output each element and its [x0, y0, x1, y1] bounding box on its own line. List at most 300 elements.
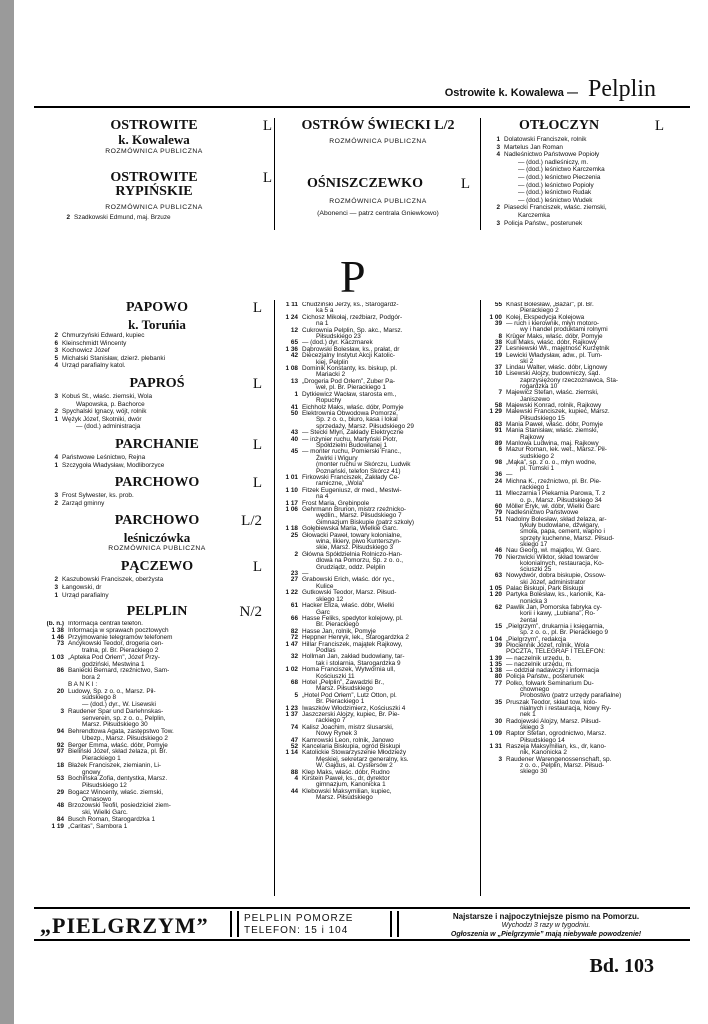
list-item [484, 204, 664, 212]
entry-text: „Pielgrzym”, drukarnia i księgarnia, [506, 622, 605, 630]
entry-text: sprzęty kuchenne, Marsz. Piłsud- [520, 534, 615, 542]
phone-number: 3 [54, 347, 58, 355]
entry-text: gnowy [82, 768, 101, 776]
middle-column [276, 302, 478, 902]
entry-text: — [506, 471, 513, 479]
entry-text: — naczelnik urzędu, m. [506, 660, 573, 668]
place-note: (Abonenci — patrz centrala Gniewkowo) [317, 210, 439, 217]
entry-text: B A N K I : [68, 680, 98, 688]
phone-number: 20 [56, 687, 64, 695]
phone-number: 1 35 [489, 660, 502, 668]
entry-text: — inżynier ruchu, Martyński Piotr, [302, 435, 398, 443]
entry-text: wy i handel produktami rolnymi [520, 326, 608, 334]
entry-text: Marsz. Piłsudskiego [316, 794, 373, 802]
entry-text: Nadleśnictwo Państwowe [506, 509, 579, 517]
phone-number: 1 31 [489, 742, 502, 750]
class-letter: L [252, 437, 262, 453]
phone-number: 35 [494, 698, 502, 706]
top-column-1 [54, 118, 272, 238]
list-item [42, 454, 270, 462]
place-subname: k. Kowalewa [118, 132, 190, 147]
entry-text: Lesniewski Wł., majętność Kurzętnik [506, 345, 610, 353]
phone-number: 44 [290, 787, 298, 795]
phone-number: 3 [60, 707, 64, 715]
entry-text: korii i kawy, „Lubiana”, Ro- [520, 610, 596, 618]
phone-number: 1 36 [285, 345, 298, 353]
entry-text: (monter ruchu w Skórczu, Ludwik [316, 461, 411, 469]
phone-number: (b. n.) [46, 621, 64, 628]
entry-text: Piłsudskiego 15 [520, 414, 565, 422]
class-letter: L [654, 118, 664, 134]
list-item [484, 220, 664, 228]
phone-number: 1 [54, 591, 58, 599]
phone-number: 1 20 [489, 591, 502, 599]
entry-text: Wapowska, p. Bachorce [76, 400, 145, 408]
phone-number: 15 [494, 622, 502, 630]
entry-text: tykuły budowlane, dźwigary, [520, 521, 600, 529]
entry-text: Behrendtowa Agata, zastępstwo Tow. [68, 728, 174, 736]
phone-number: 39 [494, 641, 502, 649]
entry-text: Grabowski Erich, właśc. dór ryc., [302, 576, 395, 584]
ad-slogan-line: Najstarsze i najpoczytniejsze pismo na Pomorzu. [452, 912, 640, 921]
list-item [484, 136, 664, 144]
column-rule [274, 300, 275, 896]
entry-text: Sp. z o. o., biuro, kasa i lokal [316, 416, 398, 424]
class-letter: L [252, 475, 262, 492]
entry-text: Klebowski Maksymilian, kupiec, [302, 787, 392, 795]
phone-number: 45 [290, 448, 298, 456]
list-item [42, 340, 270, 348]
list-item [42, 347, 270, 355]
phone-number: 92 [56, 741, 64, 749]
entry-text: Elektrownia Obwodowa Pomorze, [302, 409, 398, 417]
phone-number: 55 [494, 302, 502, 308]
entry-text: Raptor Stefan, ogrodnictwo, Marsz. [506, 730, 607, 738]
entry-text: Eichholz Maks, właśc. dóbr, Pomyje [302, 403, 404, 411]
entry-text: Nowydwór, dobra biskupie, Ossow- [506, 572, 606, 580]
list-item [42, 462, 270, 470]
place-name: OŚNISZCZEWKO [307, 176, 423, 191]
header-places: Ostrowite k. Kowalewa — [444, 87, 578, 99]
entry-text: Raszeja Maksymilian, ks., dr, kano- [506, 742, 607, 750]
ad-divider [390, 911, 399, 937]
entry-text: Lisewski Alojzy, budowniczy, sąd. [506, 370, 601, 378]
directory-page [14, 0, 708, 1024]
entry-text: Cukrownia Pelplin, Sp. akc., Marsz. [302, 326, 403, 334]
class-letter: N/2 [239, 604, 262, 621]
phone-number: 1 39 [489, 654, 502, 662]
entry-text: nik, Kanonicka 2 [520, 749, 567, 757]
entry-text: Kirstein Paweł, ks., dr, dyrektor [302, 775, 390, 783]
list-item [484, 151, 664, 159]
entry-text: Mania Paweł, właśc. dóbr, Pomyje [506, 420, 603, 428]
entry-text: Nadleśnictwo Państwowe Popioły [504, 151, 600, 159]
phone-number: 89 [494, 439, 502, 447]
phone-number: 19 [494, 351, 502, 359]
place-name: PAPOWO [126, 300, 188, 315]
entry-text: skiego 12 [316, 595, 344, 603]
list-item [484, 144, 664, 152]
entry-text: Kull Maks, właśc. dóbr, Rajkowy [506, 338, 597, 346]
phone-number: 86 [56, 667, 64, 675]
entry-text: Nowy Rynek 3 [316, 730, 358, 738]
ad-slogan [402, 912, 690, 939]
entry-text: Dąbrowski Bolesław, ks., prałat, dr [302, 345, 400, 353]
entry-text: Ropuchy [316, 397, 342, 405]
entry-text: Gołębiewska Maria, Wielkie Garc. [302, 525, 398, 533]
phone-number: 53 [56, 775, 64, 783]
entry-text: Berger Emma, właśc. dóbr, Pomyje [68, 741, 168, 749]
entry-text: — ruch i kierownik, młyn motoro- [506, 319, 600, 327]
list-item [484, 189, 664, 197]
place-name: OSTROWITE [110, 170, 198, 185]
ad-brand: „PIELGRZYM” [40, 913, 209, 938]
entry-text: Radojewski Alojzy, Marsz. Piłsud- [506, 717, 601, 725]
entry-text: tralna, pl. Br. Pierackiego 2 [82, 647, 159, 655]
phone-number: 48 [56, 802, 64, 810]
phone-number: 5 [54, 354, 58, 362]
phone-number: 79 [494, 509, 502, 517]
ad-slogan-line: Ogłoszenia w „Pielgrzymie” mają niebywałe powodzenie! [450, 931, 642, 938]
phone-number: 1 08 [285, 365, 298, 373]
phone-number: 4 [496, 151, 500, 159]
entry-text: rackiego 7 [316, 717, 346, 725]
entry-text: godziński, Mestwina 1 [82, 660, 145, 668]
entry-text: Piłsudskiego 23 [316, 333, 361, 341]
entry-text: Państwowe Leśnictwo, Rejna [62, 454, 146, 461]
entry-text: Płociennik Józef, rolnik, Wola [506, 641, 589, 649]
phone-number: 11 [495, 490, 502, 498]
phone-number: 30 [494, 717, 502, 725]
phone-number: 38 [494, 338, 502, 346]
page-number: Bd. 103 [589, 955, 654, 977]
right-column [480, 302, 676, 902]
entry-text: — (dod.) nadleśniczy, m. [518, 158, 589, 166]
list-item [42, 332, 270, 340]
phone-number: 25 [290, 531, 298, 539]
list-item [484, 197, 664, 205]
entry-text: Mariacki 2 [316, 371, 346, 379]
phone-number: 3 [54, 492, 58, 500]
phone-number: 1 [54, 415, 58, 423]
list-item [484, 182, 664, 190]
entry-text: Diecezjalny Instytut Akcji Katolic- [302, 352, 396, 360]
entry-text: Pierackiego 1 [82, 755, 121, 763]
entry-text: sudskiego 8 [82, 694, 117, 702]
place-name: PAPROŚ [129, 376, 185, 391]
entry-text: Kaszubowski Franciszek, oberżysta [62, 576, 164, 584]
entry-text: Heppner Henryk, lek., Starogardzka 2 [302, 634, 409, 642]
ad-divider [230, 911, 239, 937]
entry-text: Szadkowski Edmund, maj. Brzuze [74, 214, 171, 221]
phone-number: 42 [290, 352, 298, 360]
entry-text: Lindau Walter, właśc. dóbr, Lignowy [506, 364, 608, 372]
entry-text: Żwirki i Wigury [316, 454, 358, 462]
entry-text: Fitzek Eugeniusz, dr med., Mestwi- [302, 486, 402, 494]
phone-number: 2 [294, 550, 298, 558]
phone-number: 3 [54, 583, 58, 591]
phone-number: 41 [290, 403, 298, 411]
entry-text: Podlas [316, 646, 336, 654]
scan-edge-left [0, 0, 14, 1024]
phone-number: 80 [494, 673, 502, 681]
entry-text: Zarząd gminny [62, 499, 105, 507]
entry-text: Błażek Franciszek, ziemianin, Li- [68, 761, 162, 769]
entry-text: ski, Wielki Garc. [82, 809, 128, 817]
ad-contact [244, 913, 353, 937]
phone-number: 97 [56, 748, 64, 756]
entry-text: Grudziądz, oddz. Pelplin [316, 563, 386, 571]
entry-text: Mazur Roman, lek. wet., Marsz. Pił- [506, 446, 607, 454]
phone-number: 6 [498, 446, 502, 454]
phone-number: 1 00 [489, 313, 502, 321]
entry-text: sudskiego 2 [520, 452, 555, 460]
entry-text: W. Gajdus, al. Cystersów 2 [316, 762, 393, 770]
phone-number: 1 10 [285, 486, 298, 494]
phone-number: 43 [290, 429, 298, 437]
phone-number: 3 [496, 219, 500, 227]
list-item [42, 401, 270, 409]
entry-text: Nierzwicki Wiktor, skład towarów [506, 553, 599, 561]
entry-text: Krüger Maks, właśc. dóbr, Pomyje [506, 332, 603, 340]
phone-number: 66 [290, 614, 298, 622]
phone-number: 6 [54, 339, 58, 347]
class-letter: L [262, 118, 272, 134]
entry-text: skie, Marsz. Piłsudskiego 3 [316, 544, 394, 552]
list-item [42, 355, 270, 363]
entry-text: Pierackiego 2 [520, 307, 559, 315]
entry-text: Kolej, Ekspedycja Kolejowa [506, 313, 585, 321]
entry-text: Hasse Feliks, spedytor kolejowy, pl. [302, 614, 403, 622]
phone-number: 1 22 [285, 589, 298, 597]
class-letter: L [460, 176, 470, 192]
phone-number: 2 [54, 499, 58, 507]
entry-text: — (dod.) dyr., W. Lisewski [82, 701, 156, 709]
entry-text: weł, pl. Br. Pierackiego 1 [316, 384, 386, 392]
phone-number: 3 [496, 143, 500, 151]
place-note: ROZMÓWNICA PUBLICZNA [105, 148, 203, 155]
phone-number: 18 [56, 761, 64, 769]
header-rule [34, 106, 690, 108]
phone-number: 2 [54, 332, 58, 339]
phone-number: 3 [498, 755, 502, 763]
entry-text: Michna K., rzeźnictwo, pl. Br. Pie- [506, 477, 602, 485]
entry-text: Br. Pierackiego 1 [316, 698, 365, 706]
phone-number: 1 23 [285, 704, 298, 712]
entry-text: Pruszak Teodor, skład tow. kolo- [506, 698, 598, 706]
entry-text: Raudener Spar und Darlehnskas- [68, 707, 164, 715]
phone-number: 74 [290, 723, 298, 731]
phone-number: 2 [54, 576, 58, 584]
phone-number: 1 38 [51, 626, 64, 634]
entry-text: Cichosz Mikołaj, rzeźbiarz, Podgór- [302, 313, 403, 321]
entry-text: tak i stolarnia, Starogardzka 9 [316, 659, 401, 667]
entry-text: nek 1 [520, 711, 536, 719]
entry-text: Kancelaria Biskupia, ogród Biskupi [302, 743, 401, 751]
phone-number: 61 [290, 602, 298, 610]
entry-text: Jaszczerski Alojzy, kupiec, Br. Pie- [302, 711, 400, 718]
place-subname: RYPIŃSKIE [115, 184, 193, 199]
phone-number: 1 18 [285, 525, 298, 533]
entry-text: Kościuszki 11 [316, 672, 355, 680]
place-name: PĄCZEWO [120, 559, 194, 575]
place-note: ROZMÓWNICA PUBLICZNA [329, 138, 427, 145]
entry-text: Urząd parafialny katol. [62, 362, 126, 370]
phone-number: 1 11 [285, 302, 298, 308]
phone-number: 65 [290, 339, 298, 347]
entry-text: POCZTA, TELEGRAF I TELEFON: [506, 648, 606, 656]
place-name: OTŁOCZYN [518, 118, 600, 133]
phone-number: 37 [494, 364, 502, 372]
phone-number: 2 [66, 214, 70, 221]
entry-text: Hollman Jan, zakład budowlany, tar- [302, 653, 405, 661]
phone-number: 1 09 [489, 730, 502, 738]
entry-text: Poznański, telefon Skórcz 41) [316, 467, 401, 475]
phone-number: 1 01 [285, 473, 298, 481]
entry-text: Majewski Konrad, rolnik, Rajkowy [506, 402, 602, 409]
phone-number: 1 47 [285, 640, 298, 648]
entry-text: Gehrmann Brunon, mistrz rzeźnicko- [302, 506, 407, 513]
phone-number: 63 [494, 572, 502, 580]
phone-number: 1 37 [285, 711, 298, 718]
entry-text: Główna Spółdzielnia Rolniczo-Han- [302, 550, 403, 558]
entry-text: Ubezp., Marsz. Piłsudskiego 2 [82, 734, 168, 742]
phone-number: 1 46 [51, 633, 64, 641]
class-letter: L [252, 376, 262, 392]
entry-text: Bogacz Wincenty, właśc. ziemski, [68, 788, 164, 796]
entry-text: sprzedaży, Marsz. Piłsudskiego 29 [316, 422, 414, 430]
phone-number: 51 [494, 515, 502, 523]
list-item [484, 174, 664, 182]
entry-text: na 1 [316, 320, 329, 328]
column-rule [274, 118, 275, 230]
entry-text: „Pielgrzym”, redakcja [506, 635, 567, 643]
phone-number: 68 [290, 678, 298, 686]
section-letter: P [340, 251, 366, 302]
entry-text: Baniecki Bernard, rzeźnictwo, Sam- [68, 667, 170, 675]
advertisement-banner [34, 907, 690, 941]
list-item [42, 500, 270, 508]
phone-number: 84 [56, 815, 64, 823]
entry-text: Chudziński Jerzy, ks., Starogardz- [302, 302, 399, 308]
phone-number: 29 [56, 788, 64, 796]
entry-text: ramiczne, „Wola” [316, 480, 365, 488]
entry-text: o. p., Marsz. Piłsudskiego 34 [520, 496, 602, 504]
entry-text: Kamrowski Leon, rolnik, Janowo [302, 736, 394, 744]
entry-text: — (dod.) leśnictwo Rudak [518, 189, 592, 197]
entry-text: Urząd parafialny [62, 591, 109, 599]
entry-text: Łangowski, dr [62, 583, 102, 591]
place-subname: k. Toruńia [128, 317, 186, 332]
entry-text: Piasecki Franciszek, właśc. ziemski, [504, 204, 607, 212]
phone-number: 1 04 [489, 635, 502, 643]
place-subname: leśniczówka [123, 530, 191, 546]
entry-text: Przyjmowanie telegramów telefonem [68, 633, 173, 641]
entry-text: Kobuś St., właśc. ziemski, Wola [62, 393, 153, 400]
entry-text: ka 5 a [316, 307, 334, 315]
entry-text: Katolickie Stowarzyszenie Młodzieży [302, 749, 407, 757]
entry-text: Mleczarnia i Piekarnia Parowa, T. z [506, 490, 606, 498]
phone-number: 5 [294, 691, 298, 699]
entry-text: Dytkiewicz Wacław, starosta em., [302, 390, 397, 398]
phone-number: 10 [494, 370, 502, 378]
phone-number: 1 05 [489, 585, 502, 593]
phone-number: 24 [494, 477, 502, 485]
phone-number: 52 [290, 743, 298, 751]
place-name: OSTRÓW ŚWIECKI L/2 [301, 118, 455, 133]
list-item [42, 393, 270, 401]
entry-text: — (dod.) leśnictwo Popioły [518, 181, 594, 189]
entry-text: pl. Tumski 1 [520, 465, 555, 473]
entry-text: wędlin., Marsz. Piłsudskiego 7 [316, 512, 402, 520]
entry-text: na 4 [316, 493, 329, 501]
phone-number: 12 [290, 326, 298, 334]
entry-text: Chmurzyński Edward, kupiec [62, 332, 145, 339]
ad-phone: TELEFON: 15 i 104 [244, 925, 349, 936]
entry-text: wina, likiery, piwo Kunterszyn- [316, 538, 402, 546]
entry-text: Frost Sylwester, ks. prob. [62, 492, 134, 500]
phone-number: 2 [496, 204, 500, 212]
entry-text: Br. Pierackiego [316, 621, 359, 629]
phone-number: 58 [494, 402, 502, 409]
entry-text: gimnazjum, Kanonicka 1 [316, 781, 386, 789]
entry-text: Bochińska Zofia, dentystka, Marsz. [68, 775, 168, 783]
list-item [42, 423, 270, 431]
entry-text: ściuszki 25 [520, 566, 552, 574]
list-item [42, 584, 270, 592]
place-name: PARCHANIE [115, 437, 199, 452]
entry-text: Raudener Warengenossenschaft, sp. [506, 755, 612, 763]
entry-text: Palac Biskupi, Park Biskupi [506, 585, 584, 593]
list-item [42, 408, 270, 416]
phone-number: 1 [294, 390, 298, 398]
phone-number: 27 [494, 345, 502, 353]
entry-text: — (dod.) administracja [76, 423, 141, 431]
entry-text: Klep Maks, właśc. dóbr, Rudno [302, 768, 390, 776]
entry-text: smoła, papa, cement, wapno i [520, 528, 605, 536]
entry-text: z o. o., Pelplin, Marsz. Piłsud- [520, 761, 605, 769]
top-column-3 [484, 118, 664, 238]
entry-text: ski Józef, administrator [520, 578, 586, 586]
entry-text: — (dod.) dyr. Kaczmarek [302, 339, 373, 347]
entry-text: Kochowicz Józef [62, 347, 110, 355]
entry-text: Hillar Franciszek, majątek Rajkowy, [302, 640, 403, 648]
phone-number: 23 [290, 570, 298, 578]
entry-text: nialnych i restauracja, Nowy Ry- [520, 705, 612, 712]
entry-text: Martelus Jan Roman [504, 143, 563, 151]
phone-number: 47 [290, 736, 298, 744]
entry-text: „Mąka”, sp. z o. o., młyn wodne, [506, 458, 597, 466]
list-item [42, 492, 270, 500]
entry-text: rogardzka 10 [520, 383, 558, 391]
list-item [42, 592, 270, 600]
entry-text: Homa Franciszek, Wytwórnia ull, [302, 666, 395, 674]
phone-number: 3 [54, 393, 58, 400]
place-note: ROZMÓWNICA PUBLICZNA [105, 204, 203, 211]
phone-number: 1 [496, 136, 500, 143]
entry-text: nonicka 3 [520, 597, 548, 605]
entry-text: Głowacki Paweł, towary kolonialne, [302, 531, 402, 539]
entry-text: Hasse Jan, rolnik, Pomyje [302, 627, 376, 635]
entry-text: Rajkowy [520, 433, 545, 441]
phone-number: 62 [494, 604, 502, 611]
phone-number: 77 [494, 679, 502, 687]
entry-text: Nadolny Bolesław, skład żelaza, ar- [506, 515, 607, 523]
phone-number: 4 [54, 454, 58, 461]
entry-text: Dolatowski Franciszek, rolnik [504, 136, 587, 143]
entry-text: skiego 3 [520, 723, 544, 731]
phone-number: 36 [494, 471, 502, 479]
